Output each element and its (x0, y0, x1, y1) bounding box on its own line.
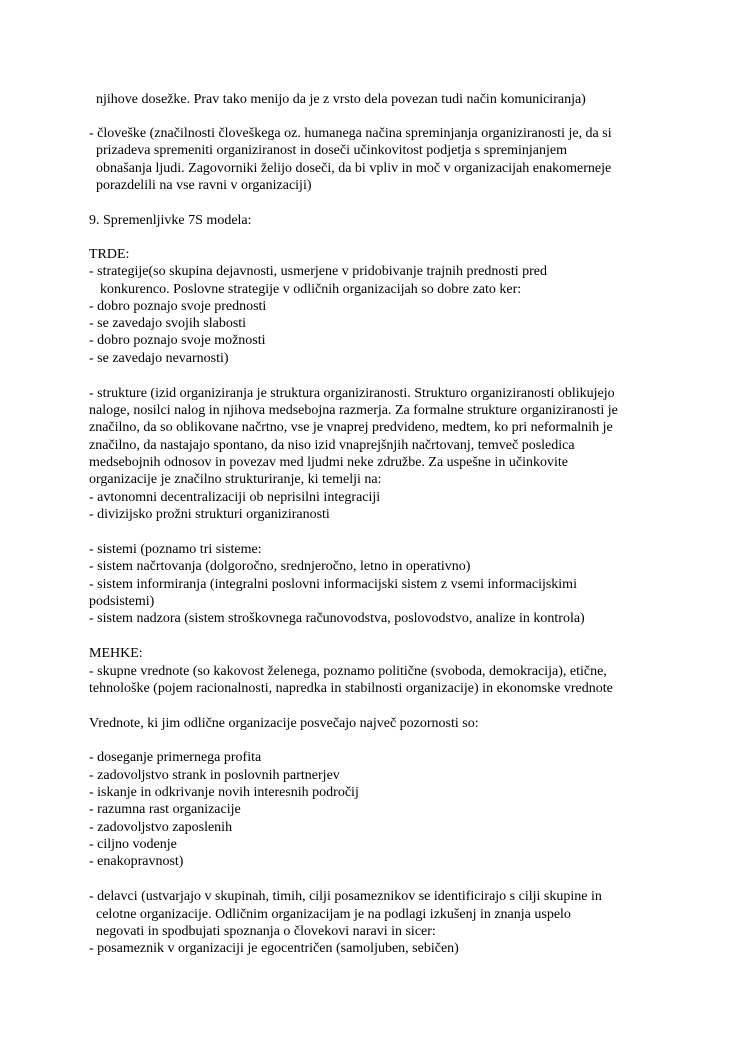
list-item: - zadovoljstvo strank in poslovnih partnerjev (89, 768, 340, 783)
text-line: naloge, nosilci nalog in njihova medsebojna razmerja. Za formalne strukture organiziranosti je (89, 403, 618, 418)
list-item: - se zavedajo svojih slabosti (89, 316, 247, 331)
text-line: - sistemi (poznamo tri sisteme: (89, 542, 262, 557)
text-line: prizadeva spremeniti organiziranost in doseči učinkovitost podjetja s spreminjanjem (96, 143, 567, 158)
section-heading: 9. Spremenljivke 7S modela: (89, 213, 252, 228)
list-item: - dobro poznajo svoje možnosti (89, 333, 266, 348)
list-item: - se zavedajo nevarnosti) (89, 351, 229, 366)
text-line: obnašanja ljudi. Zagovorniki želijo doseči, da bi vpliv in moč v organizacijah enakomerneje (96, 161, 612, 176)
text-line: Vrednote, ki jim odlične organizacije posvečajo največ pozornosti so: (89, 716, 479, 731)
text-line: tehnološke (pojem racionalnosti, napredka in stabilnosti organizacije) in ekonomske vrednote (89, 681, 613, 696)
list-item: - razumna rast organizacije (89, 802, 241, 817)
text-line: - strategije(so skupina dejavnosti, usmerjene v pridobivanje trajnih prednosti pred (89, 264, 547, 279)
text-line: - človeške (značilnosti človeškega oz. humanega načina spreminjanja organiziranosti je, da si (89, 126, 612, 141)
list-item: - zadovoljstvo zaposlenih (89, 820, 233, 835)
text-line: - delavci (ustvarjajo v skupinah, timih, cilji posameznikov se identificirajo s cilji skupine in (89, 889, 602, 904)
text-line: podsistemi) (89, 594, 155, 609)
text-line: - skupne vrednote (so kakovost želenega, poznamo politične (svoboda, demokracija), etične, (89, 664, 607, 679)
text-line: medsebojnih odnosov in povezav med ljudmi neke združbe. Za uspešne in učinkovite (89, 455, 568, 470)
section-heading: TRDE: (89, 247, 130, 262)
text-line: celotne organizacije. Odličnim organizacijam je na podlagi izkušenj in znanja uspelo (96, 907, 571, 922)
list-item: - doseganje primernega profita (89, 750, 262, 765)
text-line: značilno, da so oblikovane načrtno, vse je vnaprej predvideno, medtem, ko pri neformalnih je (89, 420, 613, 435)
list-item: - divizijsko prožni strukturi organiziranosti (89, 507, 330, 522)
text-line: porazdelili na vse ravni v organizaciji) (96, 178, 312, 193)
list-item: - avtonomni decentralizaciji ob neprisilni integraciji (89, 490, 381, 505)
list-item: - posameznik v organizaciji je egocentričen (samoljuben, sebičen) (89, 941, 459, 956)
section-heading: MEHKE: (89, 646, 143, 661)
text-line: njihove dosežke. Prav tako menijo da je z vrsto dela povezan tudi način komuniciranja) (96, 92, 586, 107)
list-item: - enakopravnost) (89, 854, 184, 869)
list-item: - iskanje in odkrivanje novih interesnih področij (89, 785, 359, 800)
list-item: - sistem informiranja (integralni poslovni informacijski sistem z vsemi informacijskimi (89, 577, 577, 592)
text-line: - strukture (izid organiziranja je struktura organiziranosti. Strukturo organiziranosti oblikujejo (89, 386, 615, 401)
text-line: konkurenco. Poslovne strategije v odličnih organizacijah so dobre zato ker: (100, 282, 522, 297)
list-item: - sistem nadzora (sistem stroškovnega računovodstva, poslovodstvo, analize in kontrola) (89, 611, 585, 626)
text-line: značilno, da nastajajo spontano, da niso izid vnaprejšnjih načrtovanj, temveč posledica (89, 438, 575, 453)
list-item: - sistem načrtovanja (dolgoročno, srednjeročno, letno in operativno) (89, 559, 471, 574)
list-item: - ciljno vodenje (89, 837, 177, 852)
text-line: negovati in spodbujati spoznanja o človekovi naravi in sicer: (96, 924, 436, 939)
text-line: organizacije je značilno strukturiranje, ki temelji na: (89, 472, 382, 487)
list-item: - dobro poznajo svoje prednosti (89, 299, 267, 314)
